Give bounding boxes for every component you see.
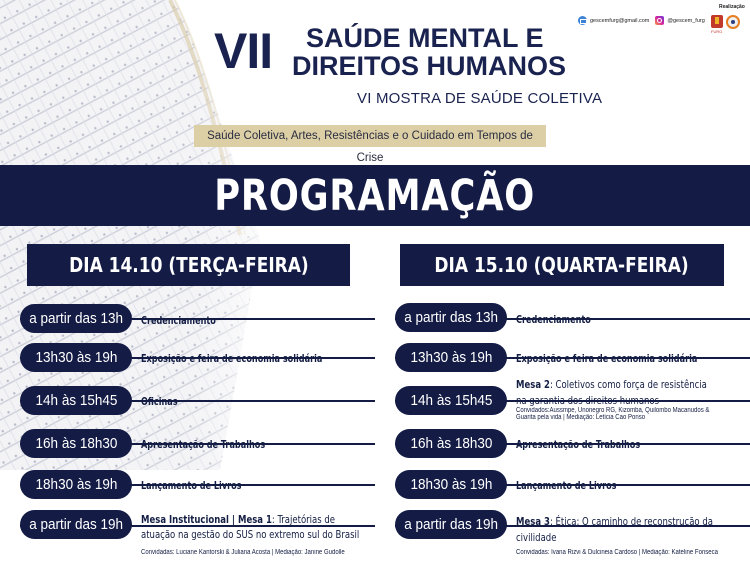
event-title: [516, 515, 713, 528]
event-title: Oficinas: [141, 395, 178, 408]
instagram-text: @gescem_furg: [667, 17, 705, 24]
event-title-line2: na garantia dos direitos humanos: [516, 394, 660, 407]
realizacao-label: Realização: [719, 4, 745, 10]
time-pill: 16h às 18h30: [395, 429, 507, 458]
event-guests-line2: Guarita pela vida | Mediação: Letícia Cao Ponso: [516, 414, 646, 421]
time-pill: 13h30 às 19h: [20, 343, 132, 372]
email-text: gescemfurg@gmail.com: [590, 17, 650, 24]
instagram-icon: [655, 16, 664, 25]
event-title-bold: Mesa 2: [516, 378, 550, 391]
instagram-contact[interactable]: [655, 16, 704, 25]
email-icon: [578, 16, 587, 25]
programacao-title: PROGRAMAÇÃO: [214, 170, 536, 221]
event-title-rest: : Trajetórias de: [271, 513, 336, 526]
edition-number: VII: [214, 23, 273, 79]
logo-caption: FURG: [711, 29, 723, 34]
event-title: Exposição e feira de economia solidária: [141, 352, 323, 365]
event-title: [141, 513, 335, 526]
contact-bar: [578, 16, 705, 25]
event-title-line2: civilidade: [516, 531, 557, 544]
event-subtitle: VI MOSTRA DE SAÚDE COLETIVA: [357, 90, 603, 107]
event-title-bold: Mesa 3: [516, 515, 550, 528]
time-pill: 14h às 15h45: [395, 386, 507, 415]
partner-logo: [726, 15, 740, 29]
time-pill: 16h às 18h30: [20, 429, 132, 458]
time-pill: a partir das 13h: [20, 304, 132, 333]
event-title: Apresentação de Trabalhos: [516, 438, 641, 451]
time-pill: a partir das 13h: [395, 303, 507, 332]
event-title-line1: SAÚDE MENTAL E: [306, 23, 544, 53]
event-guests: Convidadas: Luciane Kantorski & Juliana Acosta | Mediação: Janine Gudolle: [141, 549, 345, 556]
email-contact[interactable]: [578, 16, 649, 25]
time-pill: a partir das 19h: [395, 510, 507, 539]
event-title: Credenciamento: [141, 314, 216, 327]
event-title: Lançamento de Livros: [141, 479, 242, 492]
event-title: Exposição e feira de economia solidária: [516, 352, 698, 365]
time-pill: 18h30 às 19h: [395, 470, 507, 499]
time-pill: 18h30 às 19h: [20, 470, 132, 499]
time-pill: 14h às 15h45: [20, 386, 132, 415]
event-title-line2: atuação na gestão do SUS no extremo sul do Brasil: [141, 528, 360, 541]
event-title-rest: : Ética: O caminho de reconstrução da: [549, 515, 713, 528]
institution-logo: [711, 15, 723, 28]
event-title-rest: : Coletivos como força de resistência: [549, 378, 707, 391]
event-title: Lançamento de Livros: [516, 479, 617, 492]
event-title: Apresentação de Trabalhos: [141, 438, 266, 451]
time-pill: a partir das 19h: [20, 510, 132, 539]
event-guests: Convidados:Aussmpe, Unonegro RG, Kizomba, Quilombo Macanudos &: [516, 407, 710, 414]
day-header-2: [400, 244, 724, 286]
day-header-1: [27, 244, 350, 286]
day-1-label: DIA 14.10 (TERÇA-FEIRA): [68, 253, 309, 277]
event-title-bold: Mesa Institucional | Mesa 1: [141, 513, 272, 526]
programacao-banner: [0, 165, 750, 226]
time-pill: 13h30 às 19h: [395, 343, 507, 372]
event-guests: Convidadas: Ivana Rizvi & Dulcineia Cardoso | Mediação: Kateline Fonseca: [516, 549, 719, 556]
organizer-logos: [711, 15, 740, 29]
event-title: [516, 378, 707, 391]
event-title-line2: DIREITOS HUMANOS: [292, 51, 567, 81]
theme-band: Saúde Coletiva, Artes, Resistências e o Cuidado em Tempos de Crise: [194, 125, 546, 147]
event-title: Credenciamento: [516, 313, 591, 326]
day-2-label: DIA 15.10 (QUARTA-FEIRA): [434, 253, 690, 277]
